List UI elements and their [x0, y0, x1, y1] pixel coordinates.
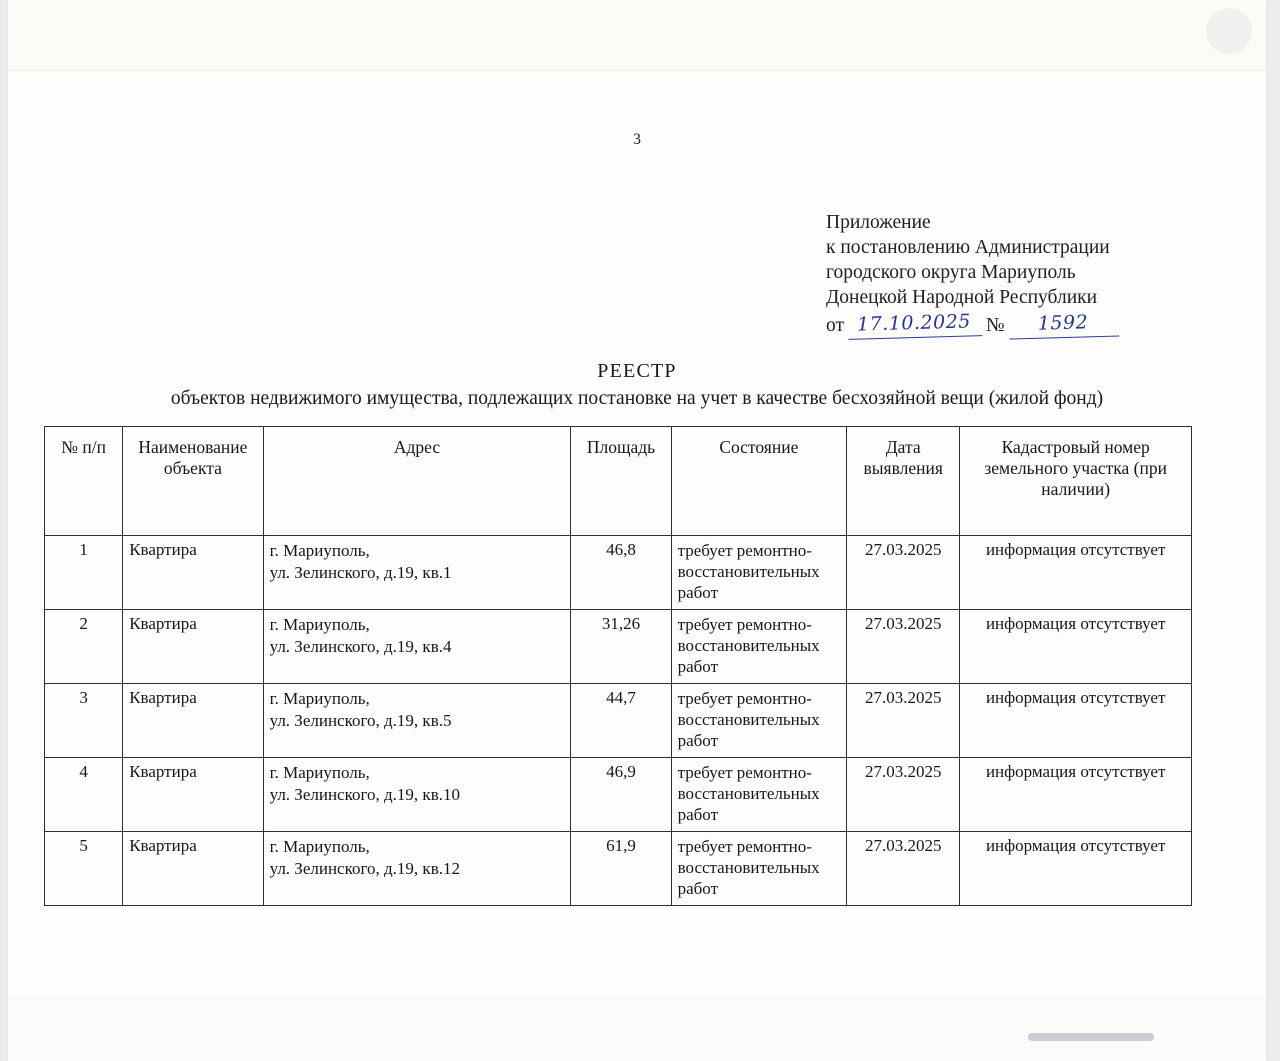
cell-detection-date: 27.03.2025 — [847, 758, 960, 832]
cell-number: 5 — [45, 832, 123, 906]
cell-address — [263, 610, 571, 684]
address-line-1: г. Мариуполь, — [269, 837, 370, 856]
cell-address — [263, 684, 571, 758]
cell-condition: требует ремонтно-восстановительных работ — [671, 758, 846, 832]
cell-object-name: Квартира — [123, 684, 263, 758]
table-body — [45, 536, 1192, 906]
cell-object-name: Квартира — [123, 610, 263, 684]
table-row — [45, 832, 1192, 906]
document-content — [8, 0, 1266, 1061]
appendix-block — [826, 210, 1119, 338]
handwritten-date: 17.10.2025 — [848, 309, 983, 340]
cell-area: 44,7 — [571, 684, 671, 758]
cell-address — [263, 758, 571, 832]
table-row — [45, 536, 1192, 610]
table-header-row — [45, 427, 1192, 536]
appendix-date-row — [826, 311, 1119, 338]
cell-number: 1 — [45, 536, 123, 610]
cell-detection-date: 27.03.2025 — [847, 832, 960, 906]
table-row — [45, 684, 1192, 758]
cell-address — [263, 536, 571, 610]
cell-condition: требует ремонтно-восстановительных работ — [671, 684, 846, 758]
column-header-condition: Состояние — [671, 427, 846, 536]
cell-detection-date: 27.03.2025 — [847, 684, 960, 758]
cell-area: 46,9 — [571, 758, 671, 832]
address-line-1: г. Мариуполь, — [269, 541, 370, 560]
horizontal-scrollbar-thumb[interactable] — [1028, 1033, 1154, 1041]
appendix-line-3: городского округа Мариуполь — [826, 262, 1076, 283]
date-label: от — [826, 315, 845, 336]
address-line-2: ул. Зелинского, д.19, кв.10 — [269, 785, 460, 804]
cell-number: 4 — [45, 758, 123, 832]
address-line-1: г. Мариуполь, — [269, 689, 370, 708]
cell-cadastral-number: информация отсутствует — [960, 536, 1192, 610]
scanned-page — [8, 0, 1266, 1061]
appendix-line-2: к постановлению Администрации — [826, 237, 1110, 258]
appendix-line-4: Донецкой Народной Республики — [826, 287, 1098, 308]
cell-detection-date: 27.03.2025 — [847, 536, 960, 610]
cell-address — [263, 832, 571, 906]
address-line-2: ул. Зелинского, д.19, кв.1 — [269, 563, 452, 582]
address-line-1: г. Мариуполь, — [269, 763, 370, 782]
column-header-number: № п/п — [45, 427, 123, 536]
cell-number: 3 — [45, 684, 123, 758]
number-label: № — [986, 315, 1005, 336]
column-header-detection-date: Дата выявления — [847, 427, 960, 536]
cell-condition: требует ремонтно-восстановительных работ — [671, 610, 846, 684]
column-header-area: Площадь — [571, 427, 671, 536]
cell-area: 61,9 — [571, 832, 671, 906]
cell-cadastral-number: информация отсутствует — [960, 758, 1192, 832]
cell-cadastral-number: информация отсутствует — [960, 832, 1192, 906]
column-header-cadastral-number: Кадастровый номер земельного участка (при наличии) — [960, 427, 1192, 536]
cell-condition: требует ремонтно-восстановительных работ — [671, 832, 846, 906]
cell-cadastral-number: информация отсутствует — [960, 610, 1192, 684]
table-row — [45, 610, 1192, 684]
cell-area: 46,8 — [571, 536, 671, 610]
address-line-2: ул. Зелинского, д.19, кв.12 — [269, 859, 460, 878]
cell-object-name: Квартира — [123, 758, 263, 832]
column-header-address: Адрес — [263, 427, 571, 536]
cell-object-name: Квартира — [123, 536, 263, 610]
cell-area: 31,26 — [571, 610, 671, 684]
document-title: РЕЕСТР — [597, 360, 677, 382]
address-line-2: ул. Зелинского, д.19, кв.4 — [269, 637, 452, 656]
address-line-2: ул. Зелинского, д.19, кв.5 — [269, 711, 452, 730]
cell-condition: требует ремонтно-восстановительных работ — [671, 536, 846, 610]
table-header — [45, 427, 1192, 536]
cell-object-name: Квартира — [123, 832, 263, 906]
registry-table — [44, 426, 1192, 906]
address-line-1: г. Мариуполь, — [269, 615, 370, 634]
page-number: 3 — [633, 131, 641, 148]
cell-cadastral-number: информация отсутствует — [960, 684, 1192, 758]
table-row — [45, 758, 1192, 832]
cell-detection-date: 27.03.2025 — [847, 610, 960, 684]
column-header-object-name: Наименование объекта — [123, 427, 263, 536]
cell-number: 2 — [45, 610, 123, 684]
document-subtitle: объектов недвижимого имущества, подлежащих постановке на учет в качестве бесхозяйной вещи (жилой фонд) — [170, 388, 1104, 409]
page-bottom-band — [8, 998, 1266, 1061]
handwritten-number: 1592 — [1008, 309, 1119, 339]
appendix-line-1: Приложение — [826, 212, 931, 233]
